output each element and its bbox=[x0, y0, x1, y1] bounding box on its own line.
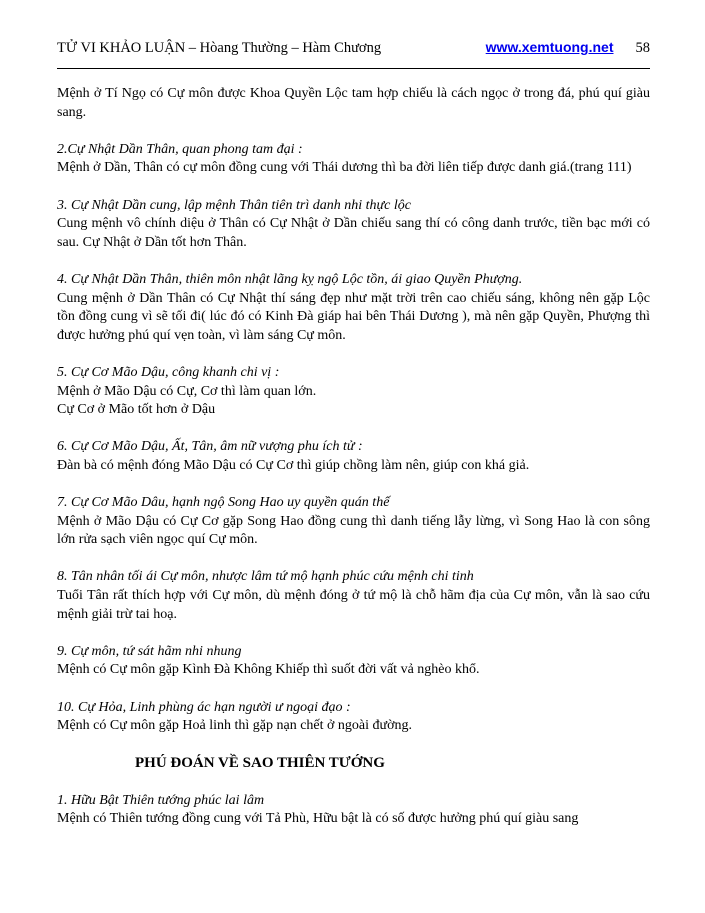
section-paragraph: Mệnh có Cự môn gặp Hoả linh thì gặp nạn chết ở ngoài đường. bbox=[57, 718, 413, 734]
section-heading: 5. Cự Cơ Mão Dậu, công khanh chi vị : bbox=[57, 364, 280, 380]
section-paragraph: Mệnh ở Mão Dậu có Cự Cơ gặp Song Hao đồng cung thì danh tiếng lẫy lừng, vì Song Hao là con sông lớn rửa sạch viên ngọc quí Cự môn. bbox=[57, 513, 650, 548]
page-number: 58 bbox=[635, 40, 650, 56]
header-rule bbox=[57, 68, 650, 69]
section-paragraph: Cung mệnh ở Dần Thân có Cự Nhật thí sáng đẹp như mặt trời trên cao chiếu sáng, không nên gặp Lộc tồn đồng cung vì sẽ tối đi( lúc đó có Kinh Đà giáp hai bên Thái Dương ), mà nên gặp Quyền, Phượng thì được hưởng phú quí vẹn toàn, vì làm sáng Cự môn. bbox=[57, 290, 650, 343]
sections-thien-tuong bbox=[57, 792, 650, 829]
website-link[interactable]: www.xemtuong.net bbox=[485, 39, 614, 55]
section-paragraph: Mệnh có Cự môn gặp Kình Đà Không Khiếp thì suốt đời vất vả nghèo khổ. bbox=[57, 662, 480, 678]
section-paragraph: Mệnh ở Mão Dậu có Cự, Cơ thì làm quan lớn. bbox=[57, 383, 317, 399]
section-heading: 9. Cự môn, tứ sát hãm nhi nhung bbox=[57, 643, 242, 659]
section-heading: 7. Cự Cơ Mão Dâu, hạnh ngộ Song Hao uy quyền quán thế bbox=[57, 495, 390, 511]
section-heading: 3. Cự Nhật Dần cung, lập mệnh Thân tiên trì danh nhi thực lộc bbox=[57, 197, 411, 213]
phu-doan-section bbox=[57, 792, 650, 829]
phu-doan-section bbox=[57, 141, 650, 178]
phu-doan-section bbox=[57, 699, 650, 736]
section-paragraph: Mệnh có Thiên tướng đồng cung với Tả Phù, Hữu bật là có số được hưởng phú quí giàu sang bbox=[57, 811, 579, 827]
section-heading: 10. Cự Hỏa, Linh phùng ác hạn người ư ngoại đạo : bbox=[57, 699, 351, 715]
section-paragraph: Mệnh ở Dần, Thân có cự môn đồng cung với Thái dương thì ba đời liên tiếp được danh giá.(trang 111) bbox=[57, 160, 632, 176]
phu-doan-section bbox=[57, 364, 650, 420]
phu-doan-section bbox=[57, 197, 650, 253]
section-paragraph: Tuổi Tân rất thích hợp với Cự môn, dù mệnh đóng ở tứ mộ là chỗ hãm địa của Cự môn, vẫn là sao cứu mệnh giải trừ tai hoạ. bbox=[57, 588, 650, 622]
phu-doan-section bbox=[57, 438, 650, 475]
section-heading: 8. Tân nhân tối ái Cự môn, nhược lâm tứ mộ hạnh phúc cứu mệnh chi tinh bbox=[57, 569, 474, 585]
section-paragraph: Cự Cơ ở Mão tốt hơn ở Dậu bbox=[57, 402, 216, 418]
page-header bbox=[57, 38, 650, 58]
phu-doan-section bbox=[57, 271, 650, 345]
phu-doan-section bbox=[57, 568, 650, 624]
section-heading: 4. Cự Nhật Dần Thân, thiên môn nhật lãng kỵ ngộ Lộc tồn, ái giao Quyền Phượng. bbox=[57, 271, 523, 287]
document-body bbox=[57, 85, 650, 829]
sections-cu-mon bbox=[57, 141, 650, 736]
phu-doan-section bbox=[57, 643, 650, 680]
section-paragraph: Đàn bà có mệnh đóng Mão Dậu có Cự Cơ thì giúp chồng làm nên, giúp con khá giả. bbox=[57, 457, 530, 473]
book-title: TỬ VI KHẢO LUẬN – Hòang Thường – Hàm Chương bbox=[57, 40, 382, 56]
phu-doan-section bbox=[57, 494, 650, 550]
section-paragraph: Cung mệnh vô chính diệu ở Thân có Cự Nhật ở Dần chiếu sang thí có công danh trước, tiền bạc mới có sau. Cự Nhật ở Dần tốt hơn Thân. bbox=[57, 216, 650, 250]
section-heading: 2.Cự Nhật Dần Thân, quan phong tam đại : bbox=[57, 141, 303, 157]
section-heading: 6. Cự Cơ Mão Dậu, Ất, Tân, âm nữ vượng phu ích tử : bbox=[57, 439, 363, 455]
intro-paragraph: Mệnh ở Tí Ngọ có Cự môn được Khoa Quyền Lộc tam hợp chiếu là cách ngọc ở trong đá, phú quí giàu sang. bbox=[57, 86, 650, 120]
header-right bbox=[486, 38, 650, 58]
sub-title: PHÚ ĐOÁN VỀ SAO THIÊN TƯỚNG bbox=[135, 755, 385, 772]
section-heading: 1. Hữu Bật Thiên tướng phúc lai lâm bbox=[57, 792, 265, 808]
